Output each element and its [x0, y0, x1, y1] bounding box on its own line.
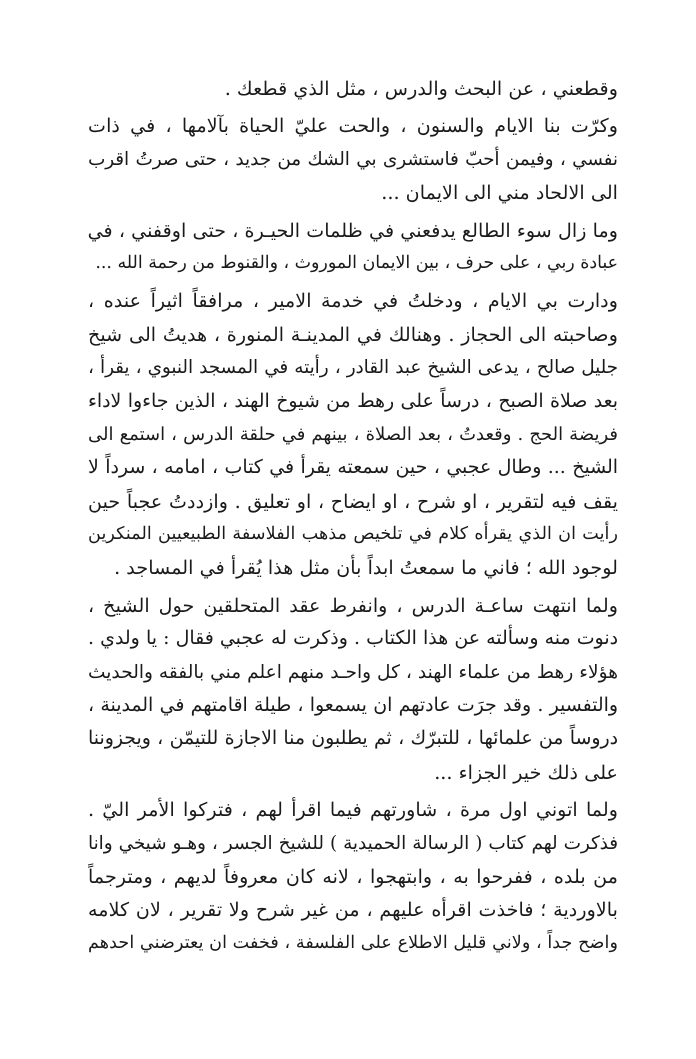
text-line: واضح جداً ، ولاني قليل الاطلاع على الفلسفة ، فخفت ان يعترضني احدهم	[88, 932, 618, 953]
text-line: عبادة ربي ، على حرف ، بين الايمان الموروث ، والقنوط من رحمة الله ...	[95, 252, 618, 273]
paragraph-4	[88, 284, 618, 585]
paragraph-3	[88, 214, 618, 281]
text-line: فريضة الحج . وقعدتُ ، بعد الصلاة ، بينهم في حلقة الدرس ، استمع الى	[88, 423, 618, 445]
text-line: وقطعني ، عن البحث والدرس ، مثل الذي قطعك .	[224, 77, 618, 100]
text-line: والتفسير . وقد جرَت عادتهم ان يسمعوا ، طيلة اقامتهم في المدينة ،	[88, 694, 618, 717]
text-line: بالاوردية ؛ فاخذت اقرأه عليهم ، من غير شرح ولا تقرير ، لان كلامه	[88, 898, 618, 922]
text-line: وصاحبته الى الحجاز . وهنالك في المدينـة المنورة ، هديتُ الى شيخ	[88, 322, 618, 346]
text-line: دروساً من علمائها ، للتبرّك ، ثم يطلبون منا الاجازة للتيمّن ، ويجزوننا	[88, 727, 618, 750]
text-line: نفسي ، وفيمن أحبّ فاستشرى بي الشك من جديد ، حتى صرتُ اقرب	[88, 148, 618, 170]
text-line: هؤلاء رهط من علماء الهند ، كل واحـد منهم اعلم مني بالفقه والحديث	[88, 661, 618, 683]
text-line: رأيت ان الذي يقرأه كلام في تلخيص مذهب الفلاسفة الطبيعيين المنكرين	[88, 524, 618, 545]
text-line: ولما انتهت ساعـة الدرس ، وانفرط عقد المتحلقين حول الشيخ ،	[88, 593, 618, 617]
text-line: لوجود الله ؛ فاني ما سمعتُ ابداً بأن مثل هذا يُقرأ في المساجد .	[114, 556, 618, 580]
text-line: بعد صلاة الصبح ، درساً على رهط من شيوخ الهند ، الذين جاءوا لاداء	[88, 389, 618, 412]
text-line: الى الالحاد مني الى الايمان ...	[381, 181, 618, 205]
paragraph-1	[88, 72, 618, 105]
text-line: الشيخ ... وطال عجبي ، حين سمعته يقرأ في كتاب ، امامه ، سرداً لا	[88, 456, 618, 479]
text-line: دنوت منه وسألته عن هذا الكتاب . وذكرت له عجبي فقال : يا ولدي .	[88, 627, 618, 650]
document-page	[88, 72, 618, 960]
text-line: وما زال سوء الطالع يدفعني في ظلمات الحيـرة ، حتى اوقفني ، في	[88, 218, 618, 242]
text-line: من بلده ، ففرحوا به ، وابتهجوا ، لانه كان معروفاً لديهم ، ومترجماً	[88, 864, 618, 888]
paragraph-6	[88, 793, 618, 960]
text-line: ودارت بي الايام ، ودخلتُ في خدمة الامير ، مرافقاً اثيراً عنده ،	[88, 289, 618, 313]
text-line: جليل صالح ، يدعى الشيخ عبد القادر ، رأيته في المسجد النبوي ، يقرأ ،	[88, 357, 618, 379]
text-line: وكرّت بنا الايام والسنون ، والحت عليّ الحياة بآلامها ، في ذات	[88, 114, 618, 138]
text-line: ولما اتوني اول مرة ، شاورتهم فيما اقرأ لهم ، فتركوا الأمر اليّ .	[88, 798, 618, 822]
paragraph-2	[88, 109, 618, 209]
text-line: يقف فيه لتقرير ، او شرح ، او ايضاح ، او تعليق . وازددتُ عجباً حين	[88, 489, 618, 513]
text-line: على ذلك خير الجزاء ...	[434, 760, 618, 784]
paragraph-5	[88, 589, 618, 789]
text-line: فذكرت لهم كتاب ( الرسالة الحميدية ) للشيخ الجسر ، وهـو شيخي وانا	[88, 832, 618, 854]
